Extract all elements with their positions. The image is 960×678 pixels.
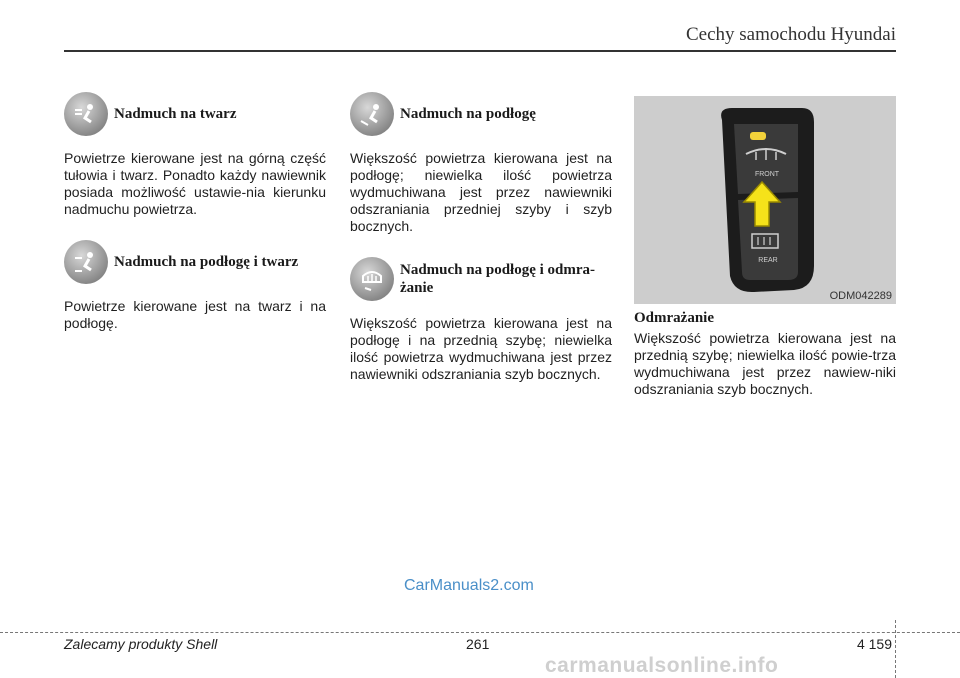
rear-label: REAR: [758, 257, 778, 264]
section-text: Powietrze kierowane jest na twarz i na podłogę.: [64, 298, 326, 331]
section-title: Nadmuch na twarz: [114, 106, 237, 122]
floor-defrost-icon: [350, 257, 394, 301]
switch-panel-illustration: [634, 96, 896, 304]
section-text: Powietrze kierowane jest na górną część tułowia i twarz. Ponadto każdy nawiewnik posiada możliwość ustawie-nia kierunku nadmuchu powietrza.: [64, 150, 326, 217]
section-title-line1: Nadmuch na podłogę i odmra-: [400, 262, 596, 278]
section-title: Nadmuch na podłogę i twarz: [114, 254, 299, 270]
defrost-section-text: Większość powietrza kierowana jest na przednią szybę; niewielka ilość powie-trza wydmuchiwana jest przez nawiew-niki odszraniania szyb bocznych.: [634, 330, 896, 397]
section-bilevel-header: [64, 240, 326, 284]
bottom-watermark: carmanualsonline.info: [545, 654, 779, 677]
section-title: Nadmuch na podłogę: [400, 106, 536, 122]
page-header-title: Cechy samochodu Hyundai: [685, 24, 896, 45]
section-floor-defrost-header: [350, 257, 612, 301]
footer-rule: [0, 632, 960, 633]
face-vent-icon: [64, 92, 108, 136]
section-text: Większość powietrza kierowana jest na podłogę; niewielka ilość powietrza wydmuchiwana jest przez nawiewniki odszraniania przedniej szyby i szyb bocznych.: [350, 150, 612, 234]
photo-code: ODM042289: [829, 290, 892, 302]
section-face-vent-header: [64, 92, 326, 136]
column-2: [350, 92, 612, 383]
bilevel-vent-icon: [64, 240, 108, 284]
section-floor-vent-header: [350, 92, 612, 136]
header-rule: [64, 50, 896, 52]
footer-section-page: 4 159: [856, 636, 892, 652]
section-text: Większość powietrza kierowana jest na podłogę i na przednią szybę; niewielka ilość powietrza wydmuchiwana jest przez nawiewniki odszraniania szyb bocznych.: [350, 315, 612, 382]
footer-left-text: Zalecamy produkty Shell: [64, 636, 218, 652]
footer-separator: [895, 620, 896, 678]
defrost-section-title: Odmrażanie: [634, 310, 714, 326]
footer-page-number: 261: [466, 636, 490, 652]
section-title: [400, 261, 595, 297]
column-1: [64, 92, 326, 332]
watermark-link[interactable]: CarManuals2.com: [404, 577, 534, 594]
section-title-line2: żanie: [400, 280, 434, 296]
floor-vent-icon: [350, 92, 394, 136]
front-label: FRONT: [754, 171, 780, 178]
defrost-switch-photo: [634, 96, 896, 304]
